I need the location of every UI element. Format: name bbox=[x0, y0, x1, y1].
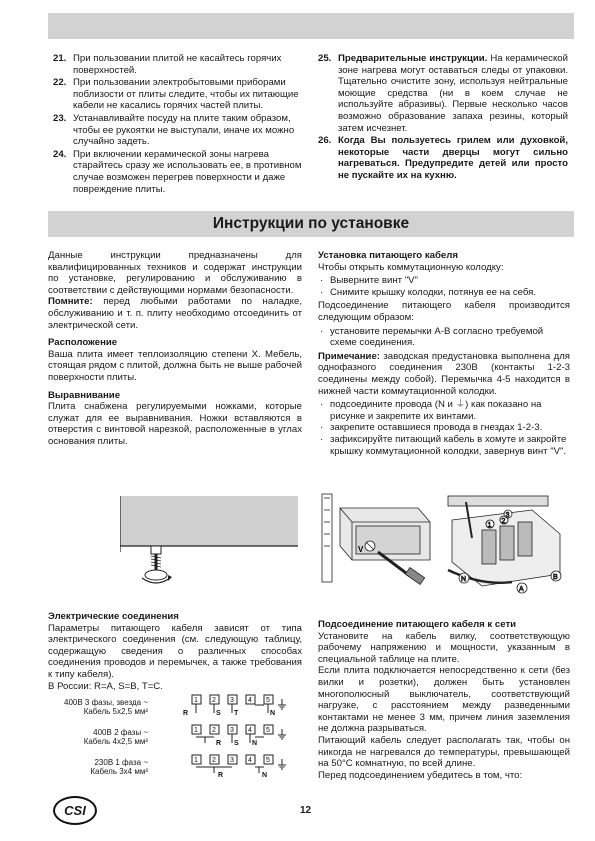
svg-text:5: 5 bbox=[266, 727, 270, 734]
item-bold: Когда Вы пользуетесь грилем или духовкой, некоторые части дверцы могут сильно нагреваться. Предупредите детей или просто не пускайте их на кухню. bbox=[338, 135, 568, 181]
cable-heading: Установка питающего кабеля bbox=[318, 250, 458, 261]
electrical-heading: Электрические соединения bbox=[48, 611, 179, 622]
svg-text:2: 2 bbox=[212, 757, 216, 764]
svg-text:1: 1 bbox=[194, 727, 198, 734]
svg-text:2: 2 bbox=[501, 518, 506, 525]
item-number: 23. bbox=[53, 112, 67, 124]
svg-text:5: 5 bbox=[266, 757, 270, 764]
svg-text:3: 3 bbox=[230, 757, 234, 764]
item-number: 25. bbox=[318, 53, 332, 64]
svg-text:R: R bbox=[218, 772, 224, 779]
list-item: · Снимите крышку колодки, потянув ее на себя. bbox=[318, 287, 570, 299]
wiring-row-1-label: 400В 3 фазы, звезда ~ Кабель 5х2,5 мм² bbox=[64, 698, 148, 716]
list-item bbox=[53, 53, 305, 76]
cable-connect-text: Подсоединение питающего кабеля производится следующим образом: bbox=[318, 300, 570, 323]
mains-paragraph-1: Установите на кабель вилку, соответствующую рабочему напряжению и мощности, указанным в специальной таблице на плите. bbox=[318, 630, 570, 665]
top-header-bar bbox=[48, 13, 574, 39]
install-left-column bbox=[48, 250, 302, 448]
electrical-section bbox=[48, 611, 302, 692]
note-label: Примечание: bbox=[318, 350, 380, 362]
terminal-row-3 bbox=[192, 755, 286, 779]
svg-text:S: S bbox=[234, 740, 239, 747]
svg-text:4: 4 bbox=[248, 727, 252, 734]
wiring-diagram bbox=[178, 693, 308, 788]
list-item: · закрепите оставшиеся провода в гнездах 1-2-3. bbox=[318, 422, 570, 434]
svg-text:3: 3 bbox=[505, 512, 510, 519]
location-heading: Расположение bbox=[48, 337, 118, 349]
item-text: При пользовании плитой не касайтесь горячих поверхностей. bbox=[73, 53, 282, 76]
list-item bbox=[318, 53, 570, 134]
svg-text:2: 2 bbox=[212, 727, 216, 734]
safety-items-right bbox=[318, 53, 570, 183]
leveling-text: Плита снабжена регулируемыми ножками, которые служат для ее выравнивания. Ножки вставляются в отверстия с винтовой нарезкой, расположенные в углах основания плиты. bbox=[48, 401, 302, 447]
list-item: · зафиксируйте питающий кабель в хомуте и закройте крышку коммутационной колодки, завернув винт "V". bbox=[318, 434, 570, 457]
install-right-column bbox=[318, 250, 570, 459]
mains-paragraph-3: Питающий кабель следует располагать так, чтобы он никогда не нагревался до температуры, превышающей на 50°С комнатную, по всей длине. bbox=[318, 734, 570, 770]
svg-text:1: 1 bbox=[487, 522, 492, 529]
section-title: Инструкции по установке bbox=[212, 215, 410, 232]
svg-text:5: 5 bbox=[266, 697, 270, 704]
terminal-row-1 bbox=[183, 695, 286, 717]
svg-text:3: 3 bbox=[230, 697, 234, 704]
list-item: · Выверните винт "V" bbox=[318, 275, 570, 287]
item-number: 21. bbox=[53, 53, 67, 64]
russia-line: В России: R=A, S=B, T=C. bbox=[48, 680, 163, 692]
list-item bbox=[318, 135, 570, 181]
intro-text: Данные инструкции предназначены для квалифицированных техников и содержат инструкции по установке, регулированию и обслуживанию в соответствии с действующими нормами безопасности. bbox=[48, 250, 302, 296]
svg-text:R: R bbox=[183, 710, 189, 717]
terminal-cover-illustration bbox=[318, 490, 438, 590]
item-text: Устанавливайте посуду на плите таким образом, чтобы ее рукоятки не выступали, иначе их можно случайно задеть. bbox=[73, 112, 295, 148]
safety-items-left bbox=[53, 53, 305, 196]
svg-text:3: 3 bbox=[230, 727, 234, 734]
list-item: · установите перемычки A-B согласно требуемой схеме соединения. bbox=[318, 326, 570, 349]
list-item bbox=[53, 113, 305, 148]
svg-text:1: 1 bbox=[194, 757, 198, 764]
item-text: При включении керамической зоны нагрева старайтесь сразу же использовать ее, в противном случае возможен перегрев поверхности и даже повреждение плиты. bbox=[73, 148, 302, 195]
mains-paragraph-2: Если плита подключается непосредственно к сети (без вилки и розетки), должен быть установлен многополюсный выключатель, соответствующий нагрузке, с расстоянием между разведенными контактами не менее 3 мм, причем линия заземления не должна разрываться. bbox=[318, 665, 570, 735]
item-text: На керамической зоне нагрева могут оставаться следы от упаковки. Тщательно очистите зону, используя нейтральные моющие средства (ни в коем случае не используйте абразивы). Первые несколько часов возможно образование запаха резины, который затем исчезнет. bbox=[338, 53, 568, 134]
remember-text: перед любыми работами по наладке, обслуживанию и т. п. плиту необходимо отсоединить от электрической сети. bbox=[48, 296, 302, 331]
note-text: заводская предустановка выполнена для однофазного соединения 230В (контакты 1-2-3 соединены между собой). Перемычка 4-5 находится в нижней части коммутационной колодки. bbox=[318, 350, 570, 397]
remember-label: Помните: bbox=[48, 296, 93, 308]
svg-text:N: N bbox=[252, 740, 258, 747]
terminal-block-illustration bbox=[442, 490, 574, 600]
terminal-row-2 bbox=[192, 725, 286, 747]
cable-steps2-list bbox=[318, 326, 570, 349]
item-text: При пользовании электробытовыми приборами поблизости от плиты следите, чтобы их питающие кабели не касались горячих частей плиты. bbox=[73, 77, 299, 112]
location-text: Ваша плита имеет теплоизоляцию степени X. Мебель, стоящая рядом с плитой, должна быть не выше рабочей поверхности плиты. bbox=[48, 348, 302, 383]
mains-paragraph-4: Перед подсоединением убедитесь в том, что: bbox=[318, 769, 523, 781]
cable-steps-list bbox=[318, 275, 570, 298]
svg-text:B: B bbox=[553, 574, 558, 581]
list-item bbox=[53, 77, 305, 112]
item-bold: Предварительные инструкции. bbox=[338, 53, 488, 64]
svg-text:R: R bbox=[216, 740, 222, 747]
item-number: 24. bbox=[53, 148, 67, 160]
wiring-row-2-label: 400В 2 фазы ~ Кабель 4х2,5 мм² bbox=[83, 728, 148, 746]
list-item bbox=[53, 149, 305, 195]
page-number: 12 bbox=[300, 805, 312, 816]
leveling-heading: Выравнивание bbox=[48, 389, 121, 401]
svg-text:4: 4 bbox=[248, 757, 252, 764]
svg-text:N: N bbox=[262, 772, 268, 779]
mains-section bbox=[318, 619, 570, 781]
svg-text:T: T bbox=[234, 710, 239, 717]
leveling-foot-illustration bbox=[120, 492, 300, 592]
svg-text:2: 2 bbox=[212, 697, 216, 704]
svg-text:1: 1 bbox=[194, 697, 198, 704]
cable-steps3-list bbox=[318, 399, 570, 457]
electrical-text: Параметры питающего кабеля зависят от типа электрического соединения (см. следующую таблицу, содержащую сведения о различных способах соединения проводов и перемычек, а также требования к типу кабеля). bbox=[48, 622, 302, 680]
svg-text:A: A bbox=[519, 586, 524, 593]
item-number: 26. bbox=[318, 135, 332, 147]
svg-text:N: N bbox=[461, 576, 467, 583]
wiring-row-3-label: 230В 1 фаза ~ Кабель 3х4 мм² bbox=[90, 758, 148, 776]
csi-logo: CSI bbox=[53, 796, 97, 825]
svg-text:4: 4 bbox=[248, 697, 252, 704]
svg-text:V: V bbox=[358, 545, 364, 554]
svg-text:N: N bbox=[270, 710, 276, 717]
svg-text:S: S bbox=[216, 710, 221, 717]
cable-intro: Чтобы открыть коммутационную колодку: bbox=[318, 261, 504, 273]
mains-heading: Подсоединение питающего кабеля к сети bbox=[318, 619, 517, 630]
item-number: 22. bbox=[53, 77, 67, 89]
list-item: · подсоедините провода (N и ⏚) как показано на рисунке и закрепите их винтами. bbox=[318, 399, 570, 422]
